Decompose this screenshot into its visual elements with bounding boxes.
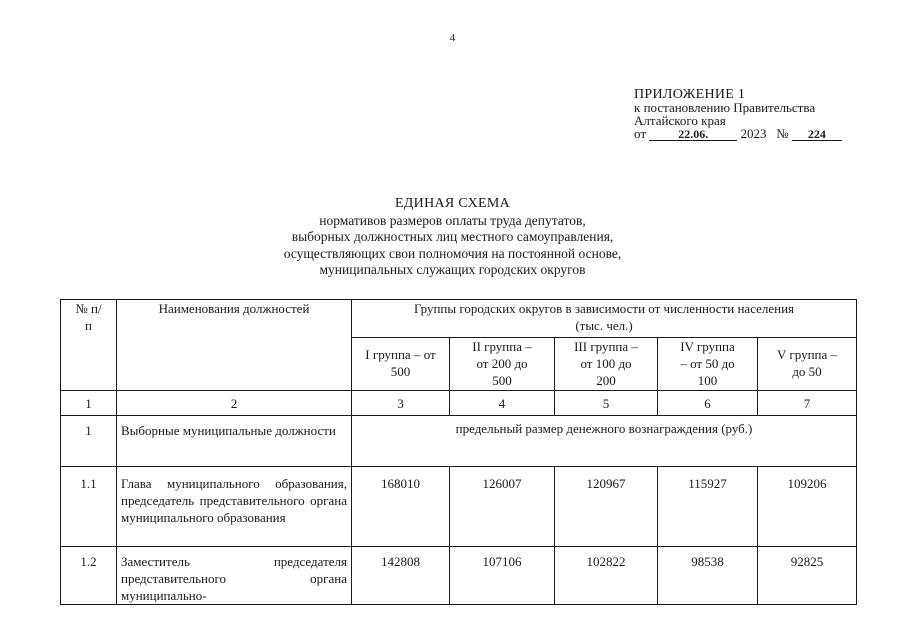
- header-position-name: Наименования должностей: [117, 300, 352, 391]
- resolution-year: 2023: [740, 126, 767, 141]
- col-number: 3: [352, 391, 450, 416]
- col-number: 4: [450, 391, 555, 416]
- row-value: 92825: [758, 547, 857, 605]
- row-value: 168010: [352, 467, 450, 547]
- row-value: 98538: [658, 547, 758, 605]
- row-num: 1.1: [61, 467, 117, 547]
- row-num: 1.2: [61, 547, 117, 605]
- header-group-2: II группа – от 200 до 500: [450, 338, 555, 391]
- resolution-number: 224: [792, 128, 842, 141]
- row-value: 107106: [450, 547, 555, 605]
- appendix-title: ПРИЛОЖЕНИЕ 1: [634, 87, 746, 102]
- appendix-block: [634, 88, 842, 141]
- page-number: 4: [449, 32, 456, 44]
- header-row-1: [61, 300, 857, 338]
- header-num: № п/п: [61, 300, 117, 391]
- column-number-row: [61, 391, 857, 416]
- row-position-name: Заместитель председателя представительного органа муниципально-: [117, 547, 352, 605]
- col-number: 5: [555, 391, 658, 416]
- row-value: 109206: [758, 467, 857, 547]
- row-value: 120967: [555, 467, 658, 547]
- row-span-note: предельный размер денежного вознаграждения (руб.): [352, 416, 857, 467]
- row-position-name: Глава муниципального образования, председатель представительного органа муниципального образования: [117, 467, 352, 547]
- row-value: 126007: [450, 467, 555, 547]
- document-heading: [0, 196, 905, 279]
- col-number: 1: [61, 391, 117, 416]
- table-row: [61, 467, 857, 547]
- row-num: 1: [61, 416, 117, 467]
- row-value: 102822: [555, 547, 658, 605]
- appendix-date-line: [634, 127, 842, 141]
- appendix-line-1: к постановлению Правительства: [634, 100, 816, 115]
- header-group-5: V группа – до 50: [758, 338, 857, 391]
- heading-line-2: выборных должностных лиц местного самоуправления,: [291, 229, 614, 244]
- row-position-name: Выборные муниципальные должности: [117, 416, 352, 467]
- col-number: 7: [758, 391, 857, 416]
- resolution-date: 22.06.: [649, 128, 737, 141]
- number-label: №: [776, 126, 789, 141]
- header-groups-title: Группы городских округов в зависимости от численности населения (тыс. чел.): [352, 300, 857, 338]
- heading-main: ЕДИНАЯ СХЕМА: [394, 196, 511, 211]
- col-number: 2: [117, 391, 352, 416]
- salary-table: [60, 299, 857, 605]
- row-value: 142808: [352, 547, 450, 605]
- table-row: [61, 416, 857, 467]
- col-number: 6: [658, 391, 758, 416]
- heading-line-1: нормативов размеров оплаты труда депутатов,: [319, 212, 586, 228]
- row-value: 115927: [658, 467, 758, 547]
- heading-line-3: осуществляющих свои полномочия на постоянной основе,: [283, 245, 622, 261]
- header-group-3: III группа – от 100 до 200: [555, 338, 658, 391]
- header-group-4: IV группа – от 50 до 100: [658, 338, 758, 391]
- heading-line-4: муниципальных служащих городских округов: [319, 262, 586, 277]
- from-label: от: [634, 126, 647, 141]
- header-group-1: I группа – от 500: [352, 338, 450, 391]
- appendix-line-2: Алтайского края: [634, 113, 726, 128]
- table-row: [61, 547, 857, 605]
